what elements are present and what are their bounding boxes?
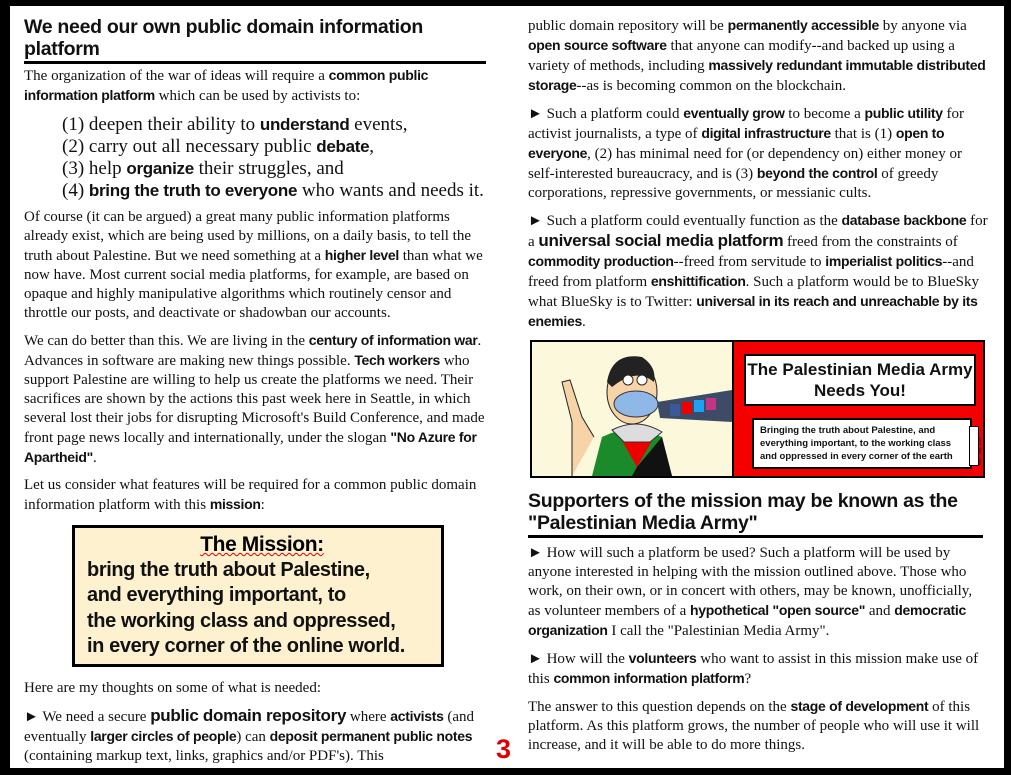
text-run: : xyxy=(260,497,265,513)
text-run: The answer to this question depends on the xyxy=(528,699,791,715)
media-army-banner xyxy=(530,340,985,478)
bold-text: common information platform xyxy=(553,670,745,686)
text-run: --as is becoming common on the blockchain. xyxy=(576,78,847,94)
text-run: . Such a platform would be to BlueSky what BlueSky is to Twitter: xyxy=(528,274,979,310)
mission-box xyxy=(72,525,444,667)
text-run: --and freed from platform xyxy=(528,254,974,290)
bold-text: commodity production xyxy=(528,253,674,269)
mission-line: in every corner of the online world. xyxy=(87,635,405,657)
page-number: 3 xyxy=(496,734,512,764)
text-run: (4) xyxy=(62,180,89,201)
bold-text: stage of development xyxy=(790,698,929,714)
banner-title: The Palestinian Media Army Needs You! xyxy=(744,354,976,406)
text-run: The organization of the war of ideas will require a xyxy=(24,68,329,84)
text-run: which can be used by activists to: xyxy=(154,88,361,104)
text-run: to become a xyxy=(784,106,865,122)
text-run: (3) help xyxy=(62,158,127,179)
bold-text: organize xyxy=(126,159,194,178)
bold-text: larger circles of people xyxy=(90,727,237,744)
left-column xyxy=(24,16,486,774)
paragraph xyxy=(24,706,486,766)
paragraph xyxy=(528,544,988,641)
right-column xyxy=(528,16,988,763)
text-run: We can do better than this. We are living in the xyxy=(24,333,309,349)
bold-text: hypothetical "open source" xyxy=(690,602,866,618)
list-item xyxy=(62,180,486,202)
artist-signature: Bes - May 2025 xyxy=(969,426,979,466)
bold-text: "No Azure for Apartheid" xyxy=(24,429,477,465)
bold-text: volunteers xyxy=(628,650,697,666)
bold-text: higher level xyxy=(324,247,399,263)
text-run: (containing markup text, links, graphics and/or PDF's). This xyxy=(24,747,384,764)
text-run: ► How will the xyxy=(528,651,629,667)
bold-text: mission xyxy=(209,496,261,512)
list-item xyxy=(62,136,486,158)
text-run: for a xyxy=(528,213,988,250)
text-run: where xyxy=(346,708,391,725)
paragraph xyxy=(24,679,486,698)
paragraph xyxy=(528,697,988,755)
list-item xyxy=(62,114,486,136)
intro-paragraph xyxy=(24,66,486,106)
bold-text: deposit permanent public notes xyxy=(269,727,473,744)
text-run: ► How will such a platform be used? Such a platform will be used by anyone interested in helping with the mission outlined above. Those who work, on their own, or in concert with others, may be known, unofficially, as volunteer members of a xyxy=(528,545,973,619)
text-run: ? xyxy=(744,671,752,687)
text-run: Let us consider what features will be required for a common public domain information platform with this xyxy=(24,477,477,513)
text-run: (2) carry out all necessary public xyxy=(62,136,317,157)
text-run: I call the "Palestinian Media Army". xyxy=(607,623,830,639)
bold-text: century of information war xyxy=(308,332,478,348)
text-run: , (2) has minimal need for (or dependency on) either money or self-interested bureaucracy, and is (3) xyxy=(528,146,962,182)
paragraph xyxy=(24,476,486,515)
text-run: who support Palestine are willing to help us create the platforms we need. Their sacrifices are shown by the actions this past week here in Seattle, in which several lost their jobs for disrupting Microsoft's Build Conference, and made front page news locally and internationally, under the slogan xyxy=(24,353,485,446)
paragraph xyxy=(528,649,988,689)
text-run: (and eventually xyxy=(24,708,475,745)
text-run: by anyone via xyxy=(878,18,967,34)
text-run: for activist journalists, a type of xyxy=(528,106,965,142)
bold-text: common public information platform xyxy=(24,67,429,103)
text-run: . xyxy=(581,314,586,330)
text-run: public domain repository will be xyxy=(528,18,728,34)
bold-text: understand xyxy=(259,115,350,134)
mission-list xyxy=(62,114,486,202)
text-run: , xyxy=(369,136,375,157)
bold-text: debate xyxy=(316,137,370,156)
bold-text: enshittification xyxy=(650,273,746,289)
mission-line: and everything important, to xyxy=(87,584,346,606)
bold-text: massively redundant immutable distributed storage xyxy=(528,57,986,93)
document-page xyxy=(10,6,1004,768)
text-run: freed from the constraints of xyxy=(783,234,958,250)
list-item xyxy=(62,158,486,180)
mission-title: The Mission: xyxy=(200,533,324,556)
bold-text: activists xyxy=(390,707,444,724)
bold-text: universal in its reach and unreachable by its enemies xyxy=(528,293,978,329)
bold-text: digital infrastructure xyxy=(701,125,831,141)
bold-text: democratic organization xyxy=(528,602,966,638)
text-run: their struggles, and xyxy=(193,158,344,179)
bold-text: public utility xyxy=(864,105,943,121)
paragraph xyxy=(528,104,988,203)
text-run: of this platform. As this platform grows, the number of people who will use it will increase, and it will be able to do more things. xyxy=(528,699,980,753)
text-run: Of course (it can be argued) a great many public information platforms already exist, which are being used by millions, on a daily basis, to tell the truth about Palestine. But we need something at a xyxy=(24,209,471,264)
paragraph xyxy=(24,208,486,323)
text-run: . Advances in software are making new things possible. xyxy=(24,333,482,369)
section-heading: We need our own public domain information platform xyxy=(24,16,486,64)
text-run: Here are my thoughts on some of what is needed: xyxy=(24,679,322,696)
bold-text: database backbone xyxy=(841,212,967,228)
mission-line: bring the truth about Palestine, xyxy=(87,558,370,581)
text-run: ► Such a platform could xyxy=(528,106,684,122)
text-run: --freed from servitude to xyxy=(673,254,826,270)
text-run: of greedy corporations, repressive governments, or messianic cults. xyxy=(528,166,939,201)
banner-subtitle: Bringing the truth about Palestine, and everything important, to the working class and oppressed in every corner of the earth xyxy=(752,418,972,469)
bold-text: Tech workers xyxy=(354,352,440,368)
bold-text: public domain repository xyxy=(150,705,347,725)
text-run: than what we now have. Most current social media platforms, for example, are based on opaque and highly manipulative algorithms which routinely censor and throttle our posts, and deactivate or shadowban our accounts. xyxy=(24,248,483,321)
banner-red-panel xyxy=(734,342,983,476)
bold-text: imperialist politics xyxy=(825,253,943,269)
text-run: who want to assist in this mission make use of this xyxy=(528,651,979,687)
bold-text: eventually grow xyxy=(683,105,785,121)
text-run: (1) deepen their ability to xyxy=(62,114,260,135)
bold-text: permanently accessible xyxy=(727,17,879,33)
text-run: ► We need a secure xyxy=(24,708,151,725)
bold-text: beyond the control xyxy=(756,165,878,181)
paragraph xyxy=(528,211,988,332)
bold-text: open to everyone xyxy=(528,125,945,161)
text-run: that is (1) xyxy=(830,126,896,142)
text-run: that anyone can modify--and backed up using a variety of methods, including xyxy=(528,38,955,74)
bold-text: open source software xyxy=(528,37,667,53)
text-run: ► Such a platform could eventually function as the xyxy=(528,213,842,229)
gagged-activist-icon xyxy=(532,342,732,476)
text-run: and xyxy=(865,603,895,619)
mission-line: the working class and oppressed, xyxy=(87,609,396,632)
section-heading: Supporters of the mission may be known as the "Palestinian Media Army" xyxy=(528,490,983,538)
text-run: ) can xyxy=(236,728,270,745)
bold-text: universal social media platform xyxy=(538,231,784,250)
text-run: who wants and needs it. xyxy=(297,180,484,201)
paragraph xyxy=(528,16,988,96)
text-run: events, xyxy=(349,114,408,135)
bold-text: bring the truth to everyone xyxy=(88,181,298,200)
cartoon-illustration xyxy=(532,342,734,476)
text-run: . xyxy=(92,450,97,466)
paragraph xyxy=(24,331,486,468)
